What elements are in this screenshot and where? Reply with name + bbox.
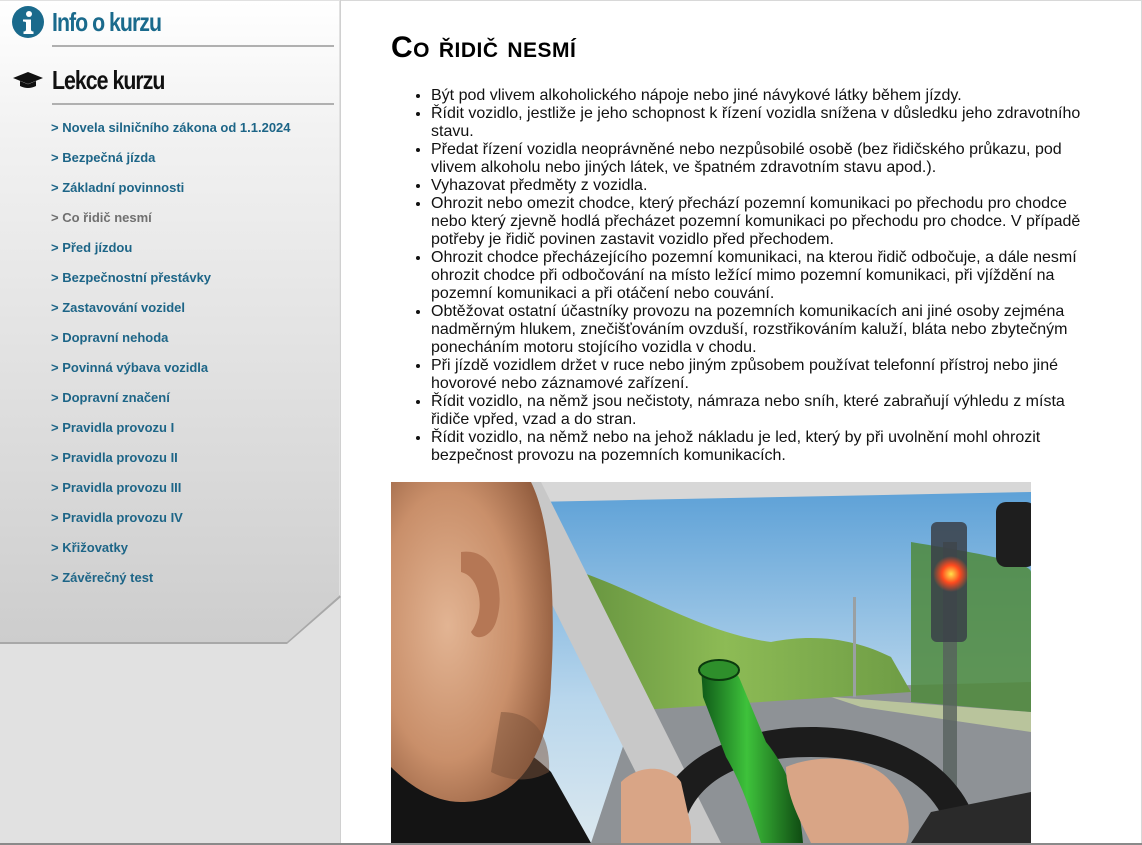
info-course-heading: Info o kurzu: [52, 6, 161, 37]
list-item: • Ohrozit nebo omezit chodce, který přechází pozemní komunikaci po přechodu pro chodce nebo který zjevně hodlá přecházet pozemní komunikaci po přechodu pro chodce. V případě potřeby je řidič povinen zastavit vozidlo před přechodem.: [431, 195, 1091, 249]
lesson-link-bezpecna-jizda[interactable]: > Bezpečná jízda: [51, 150, 156, 165]
lesson-link-zastavovani-vozidel[interactable]: > Zastavování vozidel: [51, 300, 186, 315]
info-course-link[interactable]: [12, 6, 185, 38]
heading-divider: [52, 45, 334, 47]
lesson-link-bezpecnostni-prestavky[interactable]: > Bezpečnostní přestávky: [51, 270, 212, 285]
list-item: • Řídit vozidlo, na němž nebo na jehož nákladu je led, který by při uvolnění mohl ohrozit bezpečnost provozu na pozemních komunikacích.: [431, 429, 1091, 465]
info-icon: [12, 6, 44, 38]
lesson-link-zakladni-povinnosti[interactable]: > Základní povinnosti: [51, 180, 185, 195]
lesson-link-pravidla-provozu-1[interactable]: > Pravidla provozu I: [51, 420, 175, 435]
prohibited-actions-list: [431, 87, 1091, 465]
list-item: • Předat řízení vozidla neoprávněné nebo nezpůsobilé osobě (bez řidičského průkazu, pod vlivem alkoholu nebo jiných látek, ve špatném zdravotním stavu apod.).: [431, 141, 1091, 177]
drunk-driver-photo: [391, 482, 1031, 843]
heading-divider: [52, 103, 334, 105]
lesson-list: [51, 118, 291, 598]
page-title: Co řidič nesmí: [391, 31, 577, 64]
list-item: • Ohrozit chodce přecházejícího pozemní komunikaci, na kterou řidič odbočuje, a dále nesmí ohrozit chodce při odbočování na místo ležící mimo pozemní komunikaci, při vjíždění na pozemní komunikaci a při otáčení nebo couvání.: [431, 249, 1091, 303]
list-item: • Řídit vozidlo, na němž jsou nečistoty, námraza nebo sníh, které zabraňují výhledu z místa řidiče vpřed, vzad a do stran.: [431, 393, 1091, 429]
lesson-link-pravidla-provozu-4[interactable]: > Pravidla provozu IV: [51, 510, 183, 525]
lesson-link-povinna-vybava[interactable]: > Povinná výbava vozidla: [51, 360, 209, 375]
lesson-link-pravidla-provozu-3[interactable]: > Pravidla provozu III: [51, 480, 182, 495]
lessons-heading-block: [12, 64, 189, 96]
lesson-link-zaverecny-test[interactable]: > Závěrečný test: [51, 570, 154, 585]
lesson-link-pravidla-provozu-2[interactable]: > Pravidla provozu II: [51, 450, 178, 465]
lesson-link-co-ridic-nesmi[interactable]: > Co řidič nesmí: [51, 210, 152, 225]
list-item: • Obtěžovat ostatní účastníky provozu na pozemních komunikacích ani jiné osoby zejména nadměrným hlukem, znečišťováním ovzduší, rozstřikováním kaluží, bláta nebo zbytečným ponecháním motoru stojícího vozidla v chodu.: [431, 303, 1091, 357]
lesson-link-pred-jizdou[interactable]: > Před jízdou: [51, 240, 133, 255]
lesson-link-dopravni-nehoda[interactable]: > Dopravní nehoda: [51, 330, 169, 345]
list-item: • Řídit vozidlo, jestliže je jeho schopnost k řízení vozidla snížena v důsledku jeho zdravotního stavu.: [431, 105, 1091, 141]
list-item: • Vyhazovat předměty z vozidla.: [431, 177, 1091, 195]
lessons-heading: Lekce kurzu: [52, 64, 165, 95]
list-item: • Při jízdě vozidlem držet v ruce nebo jiným způsobem používat telefonní přístroj nebo jiné hovorové nebo záznamové zařízení.: [431, 357, 1091, 393]
lesson-link-krizovatky[interactable]: > Křižovatky: [51, 540, 128, 555]
graduation-cap-icon: [12, 64, 44, 96]
list-item: • Být pod vlivem alkoholického nápoje nebo jiné návykové látky během jízdy.: [431, 87, 1091, 105]
lesson-link-dopravni-znaceni[interactable]: > Dopravní značení: [51, 390, 170, 405]
lesson-link-novela[interactable]: > Novela silničního zákona od 1.1.2024: [51, 120, 291, 135]
sidebar: [0, 0, 341, 845]
